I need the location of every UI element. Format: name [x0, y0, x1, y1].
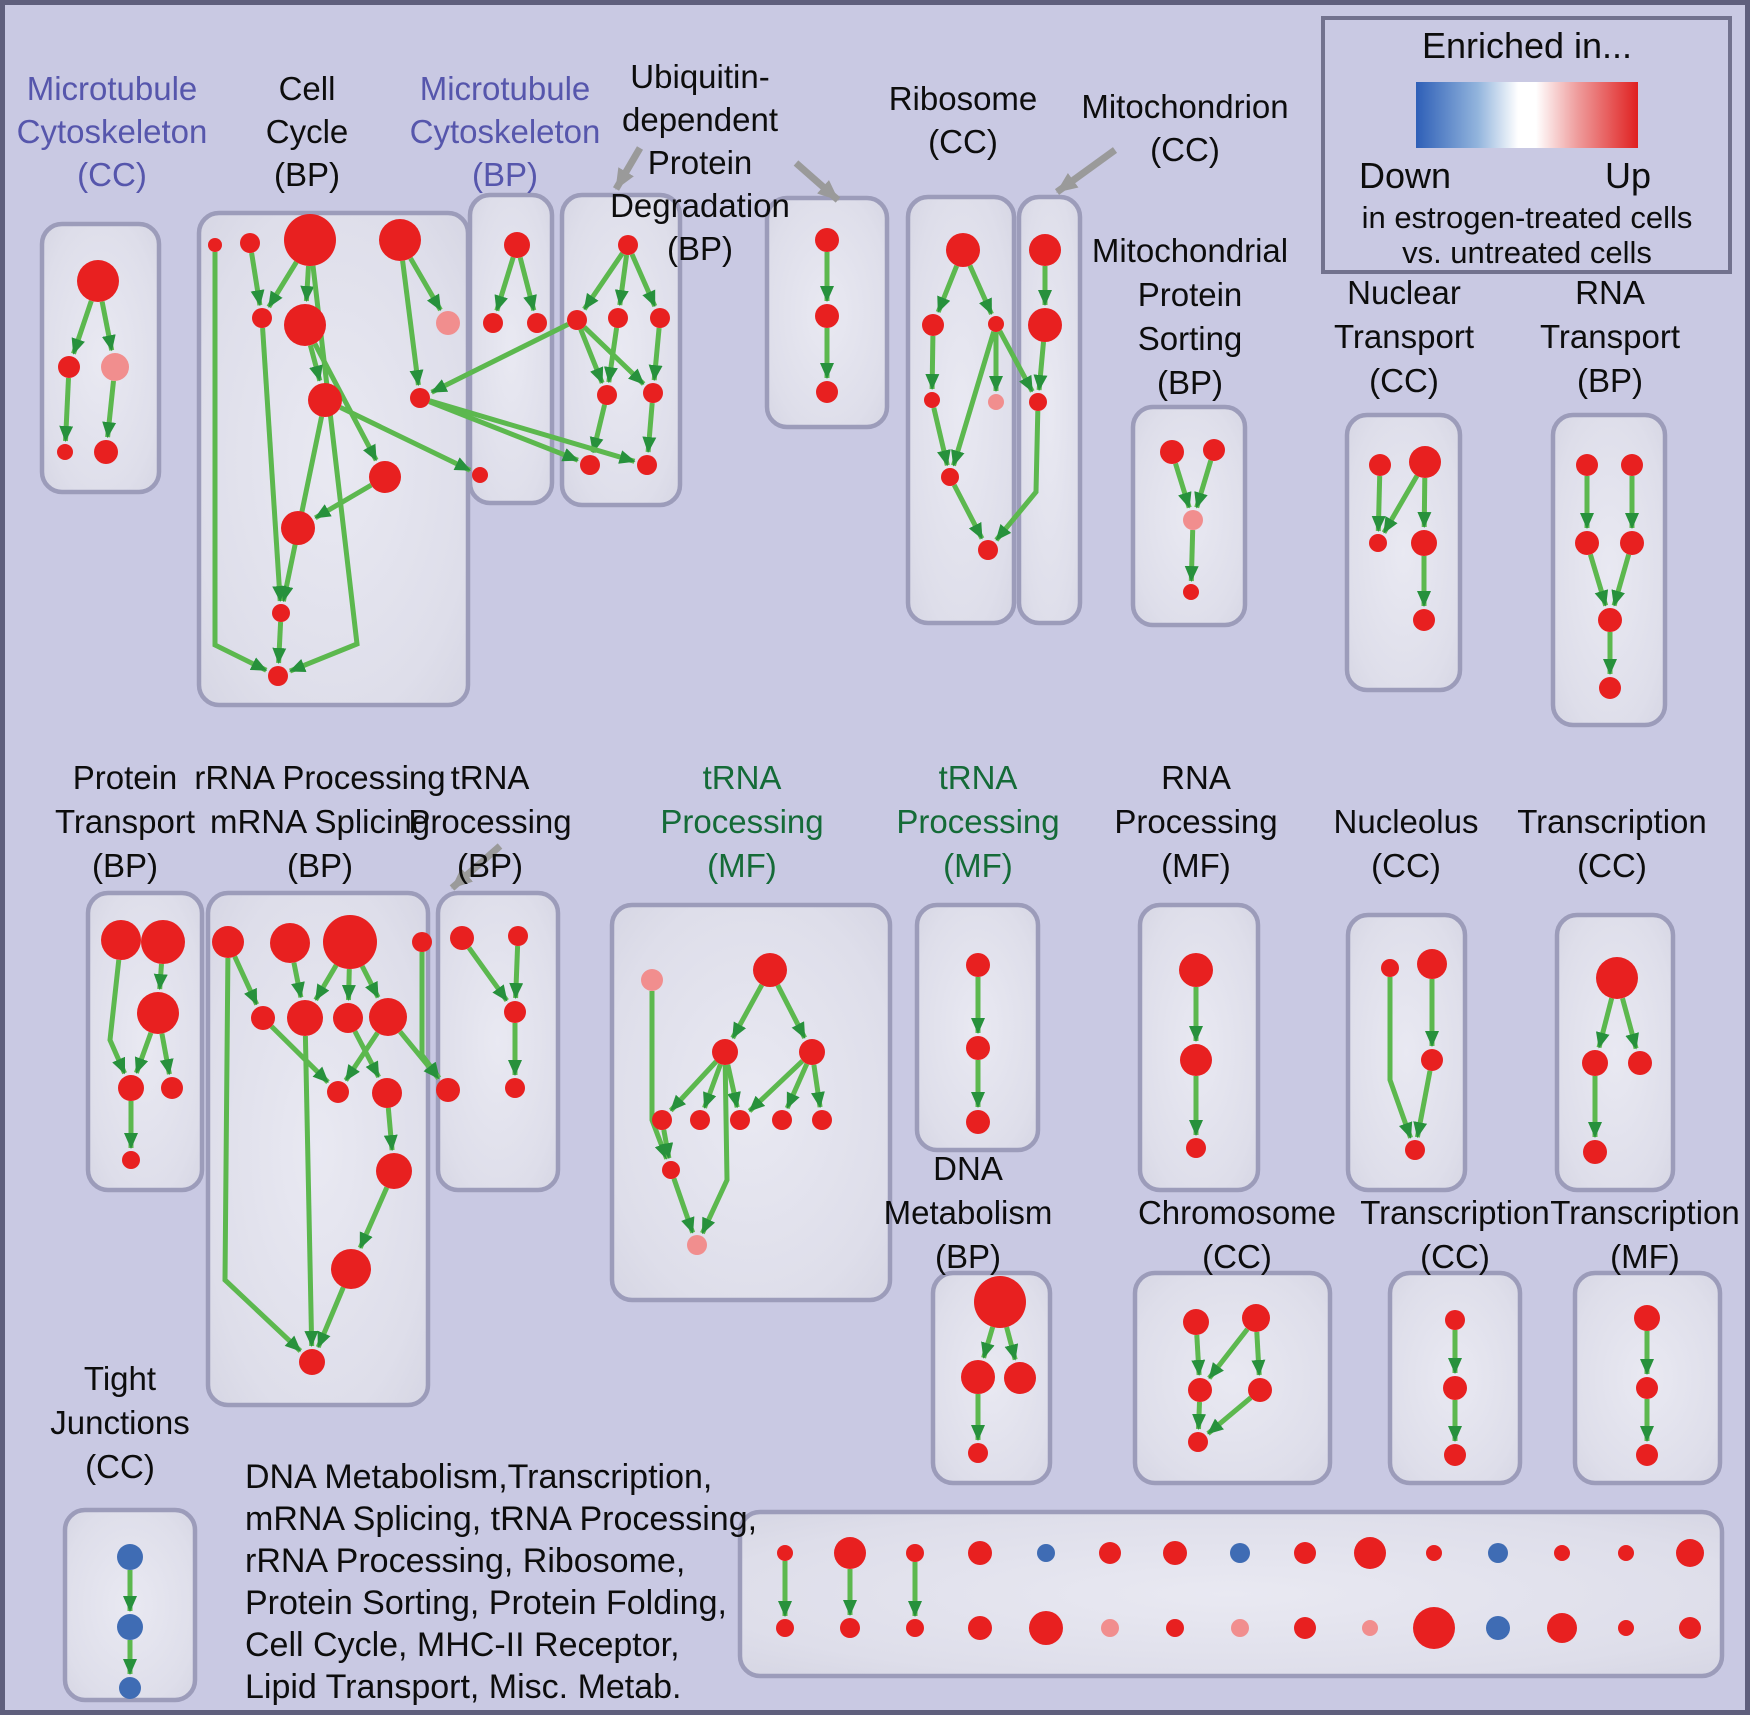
relationship-arrow — [306, 266, 308, 301]
go-term-node-trna-bp-tr — [508, 926, 528, 946]
go-term-node-ubiquitin-1-lr — [643, 383, 663, 403]
go-term-node-nuclear-transport-bt — [1413, 609, 1435, 631]
go-term-node-protein-transport-bt — [122, 1151, 140, 1169]
cluster-label-mitochondrion-cc-line1: (CC) — [1150, 131, 1220, 168]
go-term-node-trna-mf-big-t — [753, 953, 787, 987]
go-term-node-trna-mf-big-ml — [712, 1039, 738, 1065]
go-term-node-transcription-cc-b-m — [1443, 1376, 1467, 1400]
go-term-node-mito-protein-sorting-tl — [1160, 440, 1184, 464]
relationship-arrow — [160, 964, 162, 989]
legend-gradient-bar — [1416, 82, 1638, 148]
cluster-label-mitochondrial-protein-sorting-bp-line3: (BP) — [1157, 364, 1223, 401]
misc-categories-note-line1: mRNA Splicing, tRNA Processing, — [245, 1500, 758, 1538]
go-term-node-transcription-cc-a-mr — [1628, 1051, 1652, 1075]
go-term-node-rrna-mrna-b1 — [327, 1081, 349, 1103]
go-term-node-tight-junctions-n1 — [117, 1544, 143, 1570]
go-term-node-cell-cycle-d — [379, 219, 421, 261]
cluster-label-dna-metabolism-bp-line1: Metabolism — [883, 1194, 1053, 1231]
go-term-node-cell-cycle-e — [252, 308, 272, 328]
go-term-node-chromosome-tl — [1183, 1309, 1209, 1335]
cluster-label-protein-transport-bp-line1: Transport — [55, 803, 195, 840]
go-term-node-ubiquitin-2-n2 — [815, 304, 839, 328]
go-term-node-rna-transport-bt — [1599, 677, 1621, 699]
cluster-label-dna-metabolism-bp-line0: DNA — [933, 1150, 1003, 1187]
go-term-node-cell-cycle-m — [268, 666, 288, 686]
go-term-node-transcription-cc-b-b — [1444, 1444, 1466, 1466]
go-term-node-nuclear-transport-tr — [1409, 446, 1441, 478]
cluster-label-cell-cycle-bp-line0: Cell — [278, 70, 336, 107]
go-term-node-trna-bp-br — [505, 1078, 525, 1098]
go-term-node-cell-cycle-i2 — [410, 388, 430, 408]
cluster-label-ubiquitin-dependent-protein-degradation-bp-line3: Degradation — [610, 187, 790, 224]
cluster-label-trna-processing-bp-line2: (BP) — [457, 847, 523, 884]
go-term-node-trna-mf-big-mr — [799, 1039, 825, 1065]
cluster-label-transcription-cc-row3-line0: Transcription — [1360, 1194, 1550, 1231]
go-term-node-microtubule-bp-mr — [527, 313, 547, 333]
go-term-node-misc-strip-b2 — [906, 1619, 924, 1637]
go-term-node-misc-strip-t12 — [1554, 1545, 1570, 1561]
go-term-node-trna-mf-big-b1 — [652, 1110, 672, 1130]
legend-up-label: Up — [1604, 155, 1652, 196]
cluster-label-trna-processing-mf-2-line1: Processing — [896, 803, 1060, 840]
cluster-label-nuclear-transport-cc-line1: Transport — [1334, 318, 1474, 355]
misc-categories-note-line0: DNA Metabolism,Transcription, — [245, 1458, 713, 1496]
go-term-node-rrna-mrna-s3 — [333, 1003, 363, 1033]
go-term-node-misc-strip-b11 — [1486, 1616, 1510, 1640]
cluster-label-nucleolus-cc-line0: Nucleolus — [1333, 803, 1479, 840]
go-term-node-cell-cycle-k — [281, 511, 315, 545]
go-term-node-dna-metabolism-mr — [1004, 1362, 1036, 1394]
cluster-label-protein-transport-bp-line0: Protein — [72, 759, 178, 796]
go-term-node-protein-transport-m — [137, 992, 179, 1034]
go-term-node-transcription-cc-b-t — [1445, 1310, 1465, 1330]
go-term-node-rrna-mrna-L2 — [331, 1249, 371, 1289]
go-term-node-cell-cycle-l — [272, 604, 290, 622]
go-term-node-misc-strip-t6 — [1163, 1541, 1187, 1565]
go-term-node-trna-mf-big-pb — [687, 1235, 707, 1255]
go-term-node-mito-protein-sorting-md — [1183, 510, 1203, 530]
go-term-node-ubiquitin-2-n1 — [815, 228, 839, 252]
go-term-node-transcription-mf-b — [1636, 1444, 1658, 1466]
go-term-node-ubiquitin-1-bl — [580, 455, 600, 475]
cluster-label-chromosome-cc-line0: Chromosome — [1137, 1194, 1337, 1231]
go-term-node-misc-strip-b5 — [1101, 1619, 1119, 1637]
go-term-node-misc-strip-b4 — [1029, 1611, 1063, 1645]
go-term-node-nuclear-transport-ml — [1369, 534, 1387, 552]
go-term-node-misc-strip-b0 — [776, 1619, 794, 1637]
go-term-node-misc-strip-t3 — [968, 1541, 992, 1565]
cluster-label-ribosome-cc-line0: Ribosome — [888, 80, 1038, 117]
cluster-label-rna-transport-bp-line2: (BP) — [1577, 362, 1643, 399]
cluster-box-transcription-cc-a — [1557, 915, 1673, 1190]
cluster-label-tight-junctions-cc-line1: Junctions — [50, 1404, 190, 1441]
go-term-node-tight-junctions-n3 — [119, 1677, 141, 1699]
cluster-label-tight-junctions-cc-line0: Tight — [83, 1360, 157, 1397]
cluster-label-microtubule-cytoskeleton-cc-line1: Cytoskeleton — [16, 113, 208, 150]
go-term-node-misc-strip-t8 — [1294, 1542, 1316, 1564]
go-term-node-ubiquitin-1-ll — [597, 385, 617, 405]
go-term-node-chromosome-ml — [1188, 1378, 1212, 1402]
cluster-label-dna-metabolism-bp-line2: (BP) — [935, 1238, 1001, 1275]
relationship-arrow — [516, 946, 518, 998]
cluster-label-microtubule-cytoskeleton-bp-line2: (BP) — [472, 156, 538, 193]
cluster-label-tight-junctions-cc-line2: (CC) — [85, 1448, 155, 1485]
misc-categories-note-line5: Lipid Transport, Misc. Metab. — [245, 1668, 682, 1706]
go-term-node-mitochondrion-r5 — [1029, 393, 1047, 411]
go-term-node-microtubule-bp-b4 — [472, 467, 488, 483]
cluster-label-trna-processing-mf-1-line2: (MF) — [707, 847, 777, 884]
go-term-node-protein-transport-t1 — [101, 920, 141, 960]
misc-categories-note-line4: Cell Cycle, MHC-II Receptor, — [245, 1626, 680, 1664]
cluster-label-trna-processing-mf-2-line2: (MF) — [943, 847, 1013, 884]
cluster-box-nuclear-transport — [1347, 415, 1460, 690]
go-term-node-rna-transport-md — [1598, 608, 1622, 632]
go-term-node-transcription-mf-m — [1636, 1377, 1658, 1399]
cluster-label-nuclear-transport-cc-line2: (CC) — [1369, 362, 1439, 399]
go-term-node-cell-cycle-h — [308, 383, 342, 417]
cluster-label-mitochondrial-protein-sorting-bp-line1: Protein — [1137, 276, 1243, 313]
go-term-node-ubiquitin-1-ml — [567, 310, 587, 330]
go-term-node-trna-bp-bl — [436, 1078, 460, 1102]
legend-down-label: Down — [1358, 155, 1452, 196]
go-term-node-ubiquitin-1-br — [637, 455, 657, 475]
relationship-arrow — [1257, 1332, 1259, 1375]
cluster-label-rna-processing-mf-line0: RNA — [1161, 759, 1231, 796]
cluster-label-ubiquitin-dependent-protein-degradation-bp-line2: Protein — [647, 144, 753, 181]
go-term-node-trna-bp-md — [504, 1001, 526, 1023]
cluster-label-rna-processing-mf-line1: Processing — [1114, 803, 1278, 840]
go-term-node-misc-strip-b6 — [1166, 1619, 1184, 1637]
go-term-node-rrna-mrna-b2 — [372, 1078, 402, 1108]
go-term-node-misc-strip-b13 — [1618, 1620, 1634, 1636]
go-term-node-nucleolus-md — [1421, 1049, 1443, 1071]
cluster-label-ubiquitin-dependent-protein-degradation-bp-line0: Ubiquitin- — [630, 58, 770, 95]
go-term-node-misc-strip-t4 — [1037, 1544, 1055, 1562]
go-term-node-rrna-mrna-s2 — [287, 1000, 323, 1036]
go-term-node-microtubule-bp-t — [504, 232, 530, 258]
go-term-node-misc-strip-t2 — [906, 1544, 924, 1562]
cluster-label-transcription-cc-row2-line0: Transcription — [1517, 803, 1707, 840]
go-term-node-rrna-mrna-t1 — [212, 926, 244, 958]
relationship-arrow — [1199, 1402, 1200, 1429]
go-term-node-rna-processing-n3 — [1186, 1138, 1206, 1158]
misc-categories-note-line2: rRNA Processing, Ribosome, — [245, 1542, 686, 1580]
cluster-label-transcription-mf-line1: (MF) — [1610, 1238, 1680, 1275]
cluster-label-trna-processing-mf-2-line0: tRNA — [938, 759, 1018, 796]
go-term-node-ubiquitin-2-n3 — [816, 381, 838, 403]
go-term-node-misc-strip-t13 — [1618, 1545, 1634, 1561]
go-term-node-rrna-mrna-t2 — [270, 923, 310, 963]
go-term-node-trna-mf-big-b4 — [772, 1110, 792, 1130]
go-term-node-misc-strip-b10 — [1413, 1607, 1455, 1649]
relationship-arrow — [1378, 476, 1379, 531]
go-term-node-ubiquitin-1-mc — [608, 308, 628, 328]
go-term-node-misc-strip-t11 — [1488, 1543, 1508, 1563]
go-term-node-microtubule-cc-a — [77, 260, 119, 302]
cluster-label-transcription-cc-row2-line1: (CC) — [1577, 847, 1647, 884]
cluster-label-mitochondrial-protein-sorting-bp-line0: Mitochondrial — [1091, 232, 1289, 269]
cluster-box-chromosome — [1135, 1273, 1330, 1483]
cluster-label-nucleolus-cc-line1: (CC) — [1371, 847, 1441, 884]
go-term-node-dna-metabolism-t — [974, 1276, 1026, 1328]
relationship-arrow — [932, 336, 933, 389]
go-term-node-rna-transport-ml — [1575, 531, 1599, 555]
cluster-label-trna-processing-mf-1-line0: tRNA — [702, 759, 782, 796]
cluster-label-transcription-cc-row3-line1: (CC) — [1420, 1238, 1490, 1275]
go-term-node-rrna-mrna-s1 — [251, 1006, 275, 1030]
go-term-node-trna-mf-big-b3 — [730, 1110, 750, 1130]
go-term-node-misc-strip-t1 — [834, 1537, 866, 1569]
go-term-node-nucleolus-bt — [1405, 1140, 1425, 1160]
cluster-label-rna-transport-bp-line0: RNA — [1575, 274, 1645, 311]
cluster-label-ribosome-cc-line1: (CC) — [928, 123, 998, 160]
cluster-label-ubiquitin-dependent-protein-degradation-bp-line4: (BP) — [667, 230, 733, 267]
cluster-label-microtubule-cytoskeleton-cc-line0: Microtubule — [26, 70, 198, 107]
go-term-node-transcription-cc-a-t — [1596, 957, 1638, 999]
go-term-node-misc-strip-t0 — [777, 1545, 793, 1561]
go-term-node-tight-junctions-n2 — [117, 1614, 143, 1640]
go-term-node-rna-transport-mr — [1620, 531, 1644, 555]
go-term-node-ribosome-ml — [922, 314, 944, 336]
go-term-node-microtubule-bp-ml — [483, 313, 503, 333]
relationship-arrow — [1197, 1335, 1199, 1375]
go-term-node-misc-strip-b8 — [1294, 1617, 1316, 1639]
go-term-node-dna-metabolism-ml — [961, 1360, 995, 1394]
go-term-node-ubiquitin-1-mr — [650, 308, 670, 328]
cluster-label-rrna-processing-mrna-splicing-bp-line0: rRNA Processing — [194, 759, 446, 796]
go-term-node-trna-mf-small-n1 — [966, 953, 990, 977]
relationship-arrow — [1191, 530, 1192, 581]
go-term-node-trna-mf-small-n2 — [966, 1036, 990, 1060]
cluster-label-microtubule-cytoskeleton-bp-line0: Microtubule — [419, 70, 591, 107]
go-term-node-mitochondrion-t — [1029, 234, 1061, 266]
go-term-node-trna-mf-big-pt — [641, 969, 663, 991]
relationship-arrow — [66, 378, 69, 441]
go-term-node-cell-cycle-c — [284, 214, 336, 266]
go-term-node-trna-mf-big-b5 — [812, 1110, 832, 1130]
go-term-node-cell-cycle-g — [436, 311, 460, 335]
go-term-node-misc-strip-b1 — [840, 1618, 860, 1638]
go-term-node-misc-strip-b7 — [1231, 1619, 1249, 1637]
cluster-label-trna-processing-mf-1-line1: Processing — [660, 803, 824, 840]
go-term-node-chromosome-bt — [1188, 1432, 1208, 1452]
go-term-node-rna-processing-n2 — [1180, 1044, 1212, 1076]
go-term-node-chromosome-mr — [1248, 1378, 1272, 1402]
cluster-label-mitochondrial-protein-sorting-bp-line2: Sorting — [1137, 320, 1243, 357]
go-term-node-trna-bp-tl — [450, 926, 474, 950]
legend-subtitle-2: vs. untreated cells — [1402, 235, 1652, 270]
cluster-label-trna-processing-bp-line1: Processing — [408, 803, 572, 840]
cluster-label-rna-transport-bp-line1: Transport — [1540, 318, 1680, 355]
go-term-node-chromosome-tr — [1242, 1304, 1270, 1332]
go-term-node-microtubule-cc-e — [94, 440, 118, 464]
cluster-label-trna-processing-bp-line0: tRNA — [450, 759, 530, 796]
legend-title: Enriched in... — [1421, 25, 1633, 66]
go-term-node-trna-mf-big-b2 — [690, 1110, 710, 1130]
go-term-node-misc-strip-t14 — [1676, 1539, 1704, 1567]
cluster-label-rna-processing-mf-line2: (MF) — [1161, 847, 1231, 884]
go-term-node-ribosome-t — [946, 233, 980, 267]
legend-subtitle-1: in estrogen-treated cells — [1361, 200, 1693, 235]
go-term-node-transcription-cc-a-ml — [1582, 1050, 1608, 1076]
go-term-node-misc-strip-b14 — [1679, 1617, 1701, 1639]
relationship-arrow — [279, 622, 281, 663]
go-term-node-transcription-cc-a-bt — [1583, 1140, 1607, 1164]
cluster-label-mitochondrion-cc-line0: Mitochondrion — [1081, 88, 1289, 125]
go-term-node-microtubule-cc-d — [57, 444, 73, 460]
go-term-node-rrna-mrna-t3 — [323, 915, 377, 969]
go-term-node-rna-processing-n1 — [1179, 953, 1213, 987]
go-term-node-cell-cycle-f — [284, 304, 326, 346]
go-term-node-misc-strip-t7 — [1230, 1543, 1250, 1563]
cluster-label-chromosome-cc-line1: (CC) — [1202, 1238, 1272, 1275]
go-term-node-protein-transport-t2 — [141, 920, 185, 964]
go-term-node-ribosome-mc — [988, 316, 1004, 332]
go-term-node-rrna-mrna-s4 — [369, 998, 407, 1036]
relationship-arrow — [349, 969, 350, 1000]
go-term-node-ubiquitin-1-t — [618, 235, 638, 255]
go-term-node-microtubule-cc-c — [101, 353, 129, 381]
go-term-node-rrna-mrna-L1 — [376, 1153, 412, 1189]
go-term-node-rrna-mrna-bt — [299, 1349, 325, 1375]
cluster-label-cell-cycle-bp-line2: (BP) — [274, 156, 340, 193]
go-term-node-mitochondrion-m2 — [1028, 308, 1062, 342]
cluster-label-rrna-processing-mrna-splicing-bp-line2: (BP) — [287, 847, 353, 884]
go-term-node-ribosome-pk — [988, 394, 1004, 410]
go-term-node-misc-strip-t9 — [1354, 1537, 1386, 1569]
go-term-node-misc-strip-t5 — [1099, 1542, 1121, 1564]
go-term-node-misc-strip-b3 — [968, 1616, 992, 1640]
go-term-node-cell-cycle-b — [240, 233, 260, 253]
cluster-label-nuclear-transport-cc-line0: Nuclear — [1347, 274, 1461, 311]
cluster-label-microtubule-cytoskeleton-cc-line2: (CC) — [77, 156, 147, 193]
go-term-node-mito-protein-sorting-bt — [1183, 584, 1199, 600]
cluster-label-transcription-mf-line0: Transcription — [1550, 1194, 1740, 1231]
go-term-node-nuclear-transport-tl — [1369, 454, 1391, 476]
go-term-node-misc-strip-b9 — [1362, 1620, 1378, 1636]
go-term-node-protein-transport-br — [161, 1077, 183, 1099]
go-term-node-microtubule-cc-b — [58, 356, 80, 378]
cluster-label-protein-transport-bp-line2: (BP) — [92, 847, 158, 884]
go-term-node-ribosome-c5 — [941, 468, 959, 486]
cluster-label-rrna-processing-mrna-splicing-bp-line1: mRNA Splicing — [209, 803, 431, 840]
cluster-label-cell-cycle-bp-line1: Cycle — [265, 113, 349, 150]
go-term-node-rna-transport-tl — [1576, 454, 1598, 476]
cluster-label-ubiquitin-dependent-protein-degradation-bp-line1: dependent — [622, 101, 778, 138]
go-term-node-transcription-mf-t — [1634, 1305, 1660, 1331]
cluster-label-microtubule-cytoskeleton-bp-line1: Cytoskeleton — [409, 113, 601, 150]
go-term-node-mito-protein-sorting-tr — [1203, 439, 1225, 461]
go-term-node-rna-transport-tr — [1621, 454, 1643, 476]
go-term-node-rrna-mrna-t4 — [412, 932, 432, 952]
misc-categories-note-line3: Protein Sorting, Protein Folding, — [245, 1584, 727, 1622]
go-term-node-nucleolus-tr — [1417, 949, 1447, 979]
cluster-box-misc-strip — [740, 1512, 1722, 1676]
go-term-node-nucleolus-tl — [1381, 959, 1399, 977]
go-term-node-ribosome-b3 — [924, 392, 940, 408]
go-term-node-misc-strip-t10 — [1426, 1545, 1442, 1561]
go-term-node-cell-cycle-j — [369, 461, 401, 493]
relationship-arrow — [1424, 478, 1425, 527]
go-term-node-misc-strip-b12 — [1547, 1613, 1577, 1643]
go-term-node-trna-mf-small-n3 — [966, 1110, 990, 1134]
go-term-node-ribosome-bot — [978, 540, 998, 560]
go-term-node-nuclear-transport-mr — [1411, 530, 1437, 556]
go-term-node-cell-cycle-a — [208, 238, 222, 252]
go-term-node-protein-transport-bl — [118, 1075, 144, 1101]
go-term-node-dna-metabolism-bt — [968, 1443, 988, 1463]
go-term-node-trna-mf-big-c — [662, 1161, 680, 1179]
